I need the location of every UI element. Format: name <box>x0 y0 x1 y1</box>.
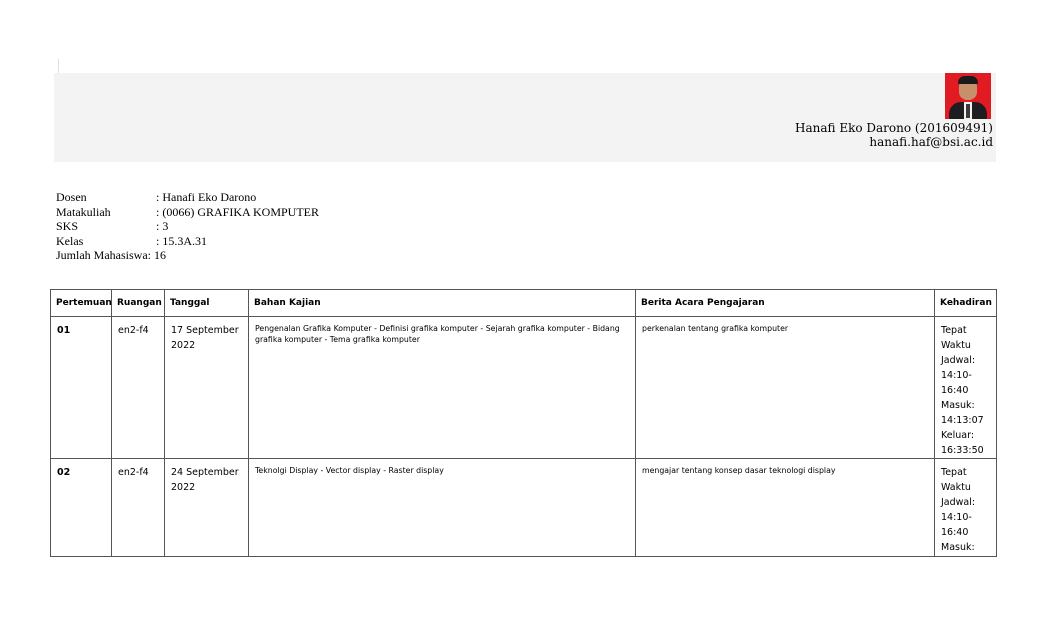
info-row-dosen <box>56 190 319 205</box>
col-header-berita-acara: Berita Acara Pengajaran <box>636 290 935 317</box>
kehadiran-line: Masuk: <box>941 542 975 553</box>
info-row-matakuliah <box>56 205 319 220</box>
info-label: Dosen <box>56 190 87 204</box>
cell-pertemuan: 01 <box>51 317 112 459</box>
table-row <box>51 317 997 459</box>
cell-pertemuan: 02 <box>51 459 112 557</box>
kehadiran-line: Tepat <box>941 325 967 336</box>
lecturer-name: Hanafi Eko Darono (201609491) <box>795 121 993 135</box>
table-row <box>51 459 997 557</box>
kehadiran-line: Tepat <box>941 467 967 478</box>
info-row-jumlah-mahasiswa <box>56 248 319 263</box>
cell-tanggal: 17 September 2022 <box>165 317 249 459</box>
kehadiran-line: Keluar: <box>941 430 975 441</box>
course-info <box>56 190 319 263</box>
cell-bahan-kajian: Pengenalan Grafika Komputer - Definisi grafika komputer - Sejarah grafika komputer - Bidang grafika komputer - Tema grafika komputer <box>249 317 636 459</box>
col-header-ruangan: Ruangan <box>112 290 165 317</box>
kehadiran-line: Masuk: <box>941 400 975 411</box>
info-label: Matakuliah <box>56 204 111 219</box>
kehadiran-line: Jadwal: <box>941 497 976 508</box>
cell-berita-acara: perkenalan tentang grafika komputer <box>636 317 935 459</box>
page-edge-marker <box>58 59 59 73</box>
kehadiran-line: 14:10- <box>941 512 972 523</box>
kehadiran-line: 16:33:50 <box>941 445 984 456</box>
cell-kehadiran <box>935 459 997 557</box>
info-label: Kelas <box>56 233 84 248</box>
cell-ruangan: en2-f4 <box>112 317 165 459</box>
kehadiran-line: 14:13:07 <box>941 415 984 426</box>
info-value: : (0066) GRAFIKA KOMPUTER <box>156 204 320 219</box>
avatar <box>945 73 991 119</box>
kehadiran-line: 16:40 <box>941 527 969 538</box>
info-label: Jumlah Mahasiswa <box>56 248 148 263</box>
kehadiran-line: Waktu <box>941 340 971 351</box>
info-value: : 16 <box>147 248 166 263</box>
info-value: : 3 <box>156 219 169 234</box>
info-row-sks <box>56 219 319 234</box>
col-header-kehadiran: Kehadiran <box>935 290 997 317</box>
cell-bahan-kajian: Teknolgi Display - Vector display - Raster display <box>249 459 636 557</box>
info-value: : 15.3A.31 <box>156 233 207 248</box>
col-header-pertemuan: Pertemuan <box>51 290 112 317</box>
kehadiran-line: Waktu <box>941 482 971 493</box>
attendance-table <box>50 289 997 557</box>
profile-header <box>54 73 996 162</box>
kehadiran-line: Jadwal: <box>941 355 976 366</box>
info-value: : Hanafi Eko Darono <box>156 190 257 204</box>
cell-ruangan: en2-f4 <box>112 459 165 557</box>
col-header-tanggal: Tanggal <box>165 290 249 317</box>
kehadiran-line: 16:40 <box>941 385 969 396</box>
info-row-kelas <box>56 234 319 249</box>
cell-kehadiran <box>935 317 997 459</box>
col-header-bahan-kajian: Bahan Kajian <box>249 290 636 317</box>
cell-berita-acara: mengajar tentang konsep dasar teknologi display <box>636 459 935 557</box>
lecturer-email: hanafi.haf@bsi.ac.id <box>869 135 993 149</box>
table-header-row <box>51 290 997 317</box>
kehadiran-line: 14:10- <box>941 370 972 381</box>
cell-tanggal: 24 September 2022 <box>165 459 249 557</box>
info-label: SKS <box>56 219 79 234</box>
